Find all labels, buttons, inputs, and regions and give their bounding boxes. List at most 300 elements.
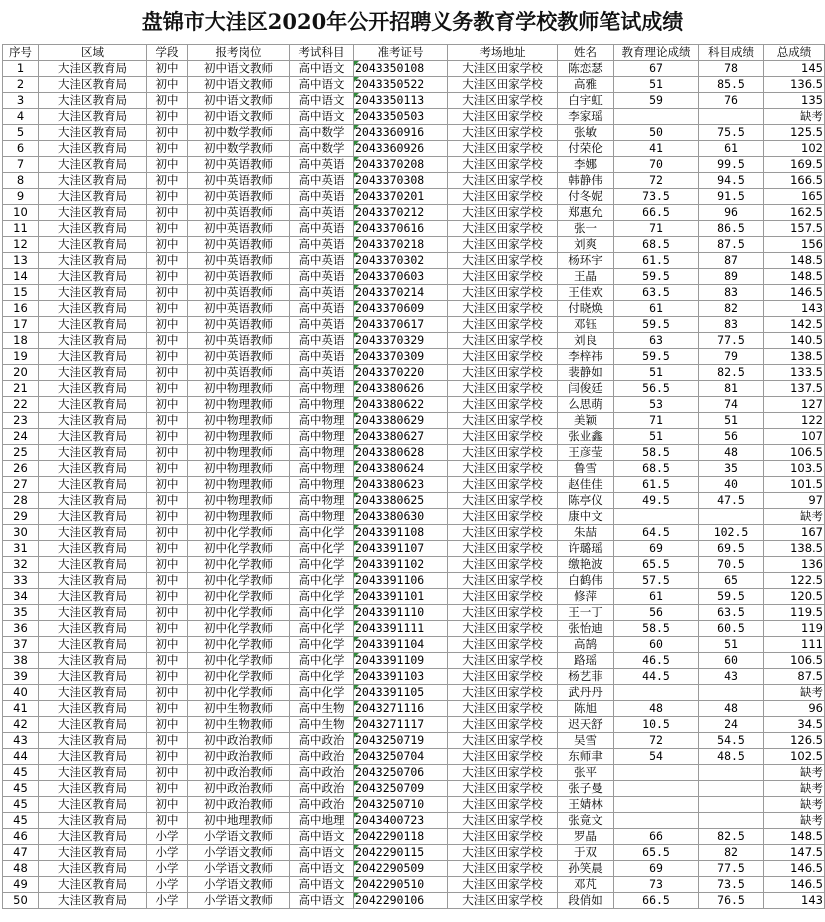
cell-stage: 初中 — [147, 605, 188, 621]
cell-subject-score: 87.5 — [699, 237, 764, 253]
cell-exam-site: 大洼区田家学校 — [448, 397, 558, 413]
cell-theory-score: 58.5 — [614, 445, 699, 461]
header-index: 序号 — [3, 45, 39, 61]
cell-position: 初中语文教师 — [188, 109, 290, 125]
cell-subject-score: 47.5 — [699, 493, 764, 509]
cell-region: 大洼区教育局 — [39, 109, 147, 125]
cell-position: 初中英语教师 — [188, 157, 290, 173]
cell-stage: 初中 — [147, 173, 188, 189]
cell-exam-number: 2042290106 — [354, 893, 448, 909]
cell-index: 31 — [3, 541, 39, 557]
cell-exam-number: 2042290115 — [354, 845, 448, 861]
cell-total-score: 143 — [764, 893, 825, 909]
cell-exam-site: 大洼区田家学校 — [448, 173, 558, 189]
cell-region: 大洼区教育局 — [39, 557, 147, 573]
cell-name: 张敏 — [558, 125, 614, 141]
cell-subject-score — [699, 813, 764, 829]
cell-position: 初中数学教师 — [188, 125, 290, 141]
cell-region: 大洼区教育局 — [39, 141, 147, 157]
header-exam-number: 准考证号 — [354, 45, 448, 61]
cell-exam-number: 2043271116 — [354, 701, 448, 717]
cell-position: 初中化学教师 — [188, 637, 290, 653]
cell-region: 大洼区教育局 — [39, 829, 147, 845]
cell-region: 大洼区教育局 — [39, 861, 147, 877]
cell-subject: 高中地理 — [290, 813, 354, 829]
cell-exam-number: 2043391110 — [354, 605, 448, 621]
cell-exam-number: 2043380623 — [354, 477, 448, 493]
cell-exam-site: 大洼区田家学校 — [448, 493, 558, 509]
cell-stage: 初中 — [147, 301, 188, 317]
cell-stage: 初中 — [147, 93, 188, 109]
cell-exam-number: 2043391111 — [354, 621, 448, 637]
cell-name: 付荣伦 — [558, 141, 614, 157]
cell-position: 初中政治教师 — [188, 781, 290, 797]
cell-exam-number: 2043370603 — [354, 269, 448, 285]
cell-name: 赵佳佳 — [558, 477, 614, 493]
cell-theory-score: 49.5 — [614, 493, 699, 509]
cell-region: 大洼区教育局 — [39, 893, 147, 909]
cell-subject-score: 70.5 — [699, 557, 764, 573]
cell-theory-score: 72 — [614, 173, 699, 189]
table-row — [3, 365, 825, 381]
cell-subject-score: 79 — [699, 349, 764, 365]
cell-name: 迟天舒 — [558, 717, 614, 733]
cell-name: 段俏如 — [558, 893, 614, 909]
cell-total-score: 136 — [764, 557, 825, 573]
cell-subject: 高中化学 — [290, 669, 354, 685]
cell-region: 大洼区教育局 — [39, 541, 147, 557]
cell-name: 于双 — [558, 845, 614, 861]
table-row — [3, 253, 825, 269]
cell-exam-number: 2043370212 — [354, 205, 448, 221]
cell-index: 32 — [3, 557, 39, 573]
cell-exam-number: 2043380629 — [354, 413, 448, 429]
cell-index: 40 — [3, 685, 39, 701]
cell-position: 初中英语教师 — [188, 189, 290, 205]
cell-subject: 高中政治 — [290, 781, 354, 797]
cell-stage: 初中 — [147, 109, 188, 125]
cell-exam-number: 2043391108 — [354, 525, 448, 541]
cell-theory-score — [614, 765, 699, 781]
cell-name: 王佳欢 — [558, 285, 614, 301]
cell-exam-site: 大洼区田家学校 — [448, 893, 558, 909]
cell-subject: 高中英语 — [290, 333, 354, 349]
cell-name: 付冬妮 — [558, 189, 614, 205]
cell-exam-number: 2043370208 — [354, 157, 448, 173]
table-row — [3, 477, 825, 493]
cell-region: 大洼区教育局 — [39, 461, 147, 477]
cell-theory-score: 53 — [614, 397, 699, 413]
cell-index: 11 — [3, 221, 39, 237]
cell-total-score: 136.5 — [764, 77, 825, 93]
cell-exam-number: 2043370617 — [354, 317, 448, 333]
cell-subject: 高中生物 — [290, 701, 354, 717]
cell-exam-number: 2043370616 — [354, 221, 448, 237]
cell-subject: 高中政治 — [290, 733, 354, 749]
cell-name: 美颖 — [558, 413, 614, 429]
cell-index: 1 — [3, 61, 39, 77]
cell-index: 44 — [3, 749, 39, 765]
cell-name: 李娜 — [558, 157, 614, 173]
cell-subject-score: 63.5 — [699, 605, 764, 621]
cell-name: 白鹤伟 — [558, 573, 614, 589]
cell-index: 5 — [3, 125, 39, 141]
cell-stage: 初中 — [147, 189, 188, 205]
cell-index: 26 — [3, 461, 39, 477]
cell-subject-score — [699, 765, 764, 781]
cell-total-score: 148.5 — [764, 829, 825, 845]
cell-total-score: 缺考 — [764, 797, 825, 813]
table-row — [3, 413, 825, 429]
table-row — [3, 845, 825, 861]
cell-index: 16 — [3, 301, 39, 317]
cell-exam-number: 2043250709 — [354, 781, 448, 797]
cell-region: 大洼区教育局 — [39, 189, 147, 205]
cell-exam-number: 2043391107 — [354, 541, 448, 557]
cell-stage: 初中 — [147, 669, 188, 685]
cell-subject-score: 56 — [699, 429, 764, 445]
table-row — [3, 429, 825, 445]
cell-position: 初中化学教师 — [188, 541, 290, 557]
table-row — [3, 749, 825, 765]
cell-total-score: 101.5 — [764, 477, 825, 493]
table-row — [3, 285, 825, 301]
cell-theory-score: 71 — [614, 413, 699, 429]
cell-exam-site: 大洼区田家学校 — [448, 413, 558, 429]
cell-total-score: 148.5 — [764, 253, 825, 269]
cell-index: 50 — [3, 893, 39, 909]
cell-position: 初中语文教师 — [188, 93, 290, 109]
cell-subject: 高中化学 — [290, 541, 354, 557]
cell-subject-score: 94.5 — [699, 173, 764, 189]
cell-theory-score: 61.5 — [614, 253, 699, 269]
cell-subject-score: 89 — [699, 269, 764, 285]
cell-subject-score: 77.5 — [699, 861, 764, 877]
cell-theory-score: 65.5 — [614, 557, 699, 573]
cell-subject: 高中化学 — [290, 525, 354, 541]
cell-index: 2 — [3, 77, 39, 93]
cell-subject-score: 73.5 — [699, 877, 764, 893]
cell-region: 大洼区教育局 — [39, 685, 147, 701]
cell-exam-number: 2042290118 — [354, 829, 448, 845]
cell-subject-score: 83 — [699, 317, 764, 333]
cell-exam-site: 大洼区田家学校 — [448, 429, 558, 445]
cell-total-score: 147.5 — [764, 845, 825, 861]
cell-exam-number: 2043360916 — [354, 125, 448, 141]
cell-name: 武丹丹 — [558, 685, 614, 701]
cell-exam-site: 大洼区田家学校 — [448, 765, 558, 781]
cell-name: 王彦莹 — [558, 445, 614, 461]
cell-stage: 初中 — [147, 509, 188, 525]
cell-exam-site: 大洼区田家学校 — [448, 653, 558, 669]
cell-subject-score: 83 — [699, 285, 764, 301]
cell-exam-number: 2043350503 — [354, 109, 448, 125]
cell-exam-site: 大洼区田家学校 — [448, 589, 558, 605]
header-exam-site: 考场地址 — [448, 45, 558, 61]
cell-name: 付晓焕 — [558, 301, 614, 317]
cell-position: 初中物理教师 — [188, 429, 290, 445]
cell-exam-site: 大洼区田家学校 — [448, 813, 558, 829]
cell-exam-number: 2043350113 — [354, 93, 448, 109]
cell-stage: 初中 — [147, 141, 188, 157]
cell-total-score: 缺考 — [764, 685, 825, 701]
table-row — [3, 765, 825, 781]
cell-theory-score: 10.5 — [614, 717, 699, 733]
cell-exam-site: 大洼区田家学校 — [448, 349, 558, 365]
cell-index: 6 — [3, 141, 39, 157]
cell-position: 初中化学教师 — [188, 605, 290, 621]
cell-exam-number: 2043370329 — [354, 333, 448, 349]
table-row — [3, 237, 825, 253]
cell-name: 刘良 — [558, 333, 614, 349]
cell-subject: 高中英语 — [290, 221, 354, 237]
cell-subject-score: 48 — [699, 445, 764, 461]
table-row — [3, 461, 825, 477]
cell-theory-score: 61 — [614, 301, 699, 317]
cell-theory-score: 73.5 — [614, 189, 699, 205]
cell-region: 大洼区教育局 — [39, 77, 147, 93]
cell-exam-site: 大洼区田家学校 — [448, 157, 558, 173]
cell-theory-score — [614, 797, 699, 813]
cell-name: 缴艳波 — [558, 557, 614, 573]
cell-index: 15 — [3, 285, 39, 301]
cell-subject: 高中物理 — [290, 509, 354, 525]
cell-index: 48 — [3, 861, 39, 877]
cell-subject: 高中物理 — [290, 429, 354, 445]
cell-exam-site: 大洼区田家学校 — [448, 77, 558, 93]
cell-name: 鲁雪 — [558, 461, 614, 477]
table-row — [3, 541, 825, 557]
cell-subject-score — [699, 797, 764, 813]
cell-region: 大洼区教育局 — [39, 653, 147, 669]
cell-exam-site: 大洼区田家学校 — [448, 733, 558, 749]
cell-name: 张怡迪 — [558, 621, 614, 637]
cell-stage: 初中 — [147, 653, 188, 669]
cell-index: 45 — [3, 781, 39, 797]
cell-position: 初中化学教师 — [188, 685, 290, 701]
cell-subject: 高中政治 — [290, 797, 354, 813]
cell-exam-site: 大洼区田家学校 — [448, 445, 558, 461]
cell-region: 大洼区教育局 — [39, 621, 147, 637]
cell-name: 罗晶 — [558, 829, 614, 845]
cell-total-score: 127 — [764, 397, 825, 413]
cell-name: 李家瑶 — [558, 109, 614, 125]
cell-total-score: 102 — [764, 141, 825, 157]
cell-position: 初中英语教师 — [188, 253, 290, 269]
cell-theory-score: 51 — [614, 365, 699, 381]
cell-index: 3 — [3, 93, 39, 109]
cell-exam-number: 2043391101 — [354, 589, 448, 605]
table-row — [3, 301, 825, 317]
table-row — [3, 797, 825, 813]
cell-name: 王晶 — [558, 269, 614, 285]
cell-subject: 高中物理 — [290, 477, 354, 493]
cell-subject: 高中英语 — [290, 317, 354, 333]
cell-position: 初中英语教师 — [188, 301, 290, 317]
cell-stage: 初中 — [147, 397, 188, 413]
cell-index: 12 — [3, 237, 39, 253]
cell-position: 初中化学教师 — [188, 669, 290, 685]
cell-exam-site: 大洼区田家学校 — [448, 253, 558, 269]
cell-position: 小学语文教师 — [188, 893, 290, 909]
cell-stage: 初中 — [147, 573, 188, 589]
cell-name: 刘爽 — [558, 237, 614, 253]
table-row — [3, 333, 825, 349]
cell-subject: 高中化学 — [290, 653, 354, 669]
cell-theory-score: 70 — [614, 157, 699, 173]
cell-exam-site: 大洼区田家学校 — [448, 61, 558, 77]
cell-index: 21 — [3, 381, 39, 397]
cell-exam-site: 大洼区田家学校 — [448, 541, 558, 557]
cell-exam-site: 大洼区田家学校 — [448, 621, 558, 637]
cell-exam-site: 大洼区田家学校 — [448, 381, 558, 397]
cell-index: 45 — [3, 765, 39, 781]
cell-theory-score: 71 — [614, 221, 699, 237]
cell-name: 杨环宇 — [558, 253, 614, 269]
cell-region: 大洼区教育局 — [39, 877, 147, 893]
cell-subject: 高中物理 — [290, 461, 354, 477]
cell-index: 23 — [3, 413, 39, 429]
cell-subject-score: 77.5 — [699, 333, 764, 349]
table-row — [3, 125, 825, 141]
cell-region: 大洼区教育局 — [39, 333, 147, 349]
table-row — [3, 637, 825, 653]
table-row — [3, 349, 825, 365]
cell-exam-site: 大洼区田家学校 — [448, 93, 558, 109]
cell-total-score: 146.5 — [764, 861, 825, 877]
cell-name: 康中文 — [558, 509, 614, 525]
cell-exam-number: 2043370214 — [354, 285, 448, 301]
cell-stage: 初中 — [147, 477, 188, 493]
cell-total-score: 167 — [764, 525, 825, 541]
cell-subject: 高中英语 — [290, 157, 354, 173]
cell-position: 初中英语教师 — [188, 285, 290, 301]
cell-theory-score: 56 — [614, 605, 699, 621]
cell-index: 4 — [3, 109, 39, 125]
table-row — [3, 573, 825, 589]
cell-position: 初中物理教师 — [188, 413, 290, 429]
cell-exam-number: 2043370218 — [354, 237, 448, 253]
cell-subject-score — [699, 781, 764, 797]
cell-position: 初中英语教师 — [188, 221, 290, 237]
cell-region: 大洼区教育局 — [39, 749, 147, 765]
cell-position: 小学语文教师 — [188, 877, 290, 893]
table-row — [3, 589, 825, 605]
table-row — [3, 605, 825, 621]
cell-region: 大洼区教育局 — [39, 61, 147, 77]
cell-stage: 小学 — [147, 893, 188, 909]
cell-stage: 初中 — [147, 781, 188, 797]
cell-exam-number: 2043370302 — [354, 253, 448, 269]
cell-position: 初中英语教师 — [188, 365, 290, 381]
cell-exam-site: 大洼区田家学校 — [448, 573, 558, 589]
cell-theory-score: 65.5 — [614, 845, 699, 861]
cell-total-score: 122.5 — [764, 573, 825, 589]
cell-name: 张平 — [558, 765, 614, 781]
cell-name: 张子曼 — [558, 781, 614, 797]
cell-total-score: 87.5 — [764, 669, 825, 685]
table-row — [3, 189, 825, 205]
cell-theory-score: 48 — [614, 701, 699, 717]
cell-name: 修萍 — [558, 589, 614, 605]
cell-subject-score: 40 — [699, 477, 764, 493]
table-row — [3, 205, 825, 221]
cell-position: 初中生物教师 — [188, 717, 290, 733]
table-row — [3, 781, 825, 797]
cell-exam-site: 大洼区田家学校 — [448, 269, 558, 285]
cell-stage: 初中 — [147, 61, 188, 77]
page-title: 盘锦市大洼区2020年公开招聘义务教育学校教师笔试成绩 — [141, 9, 684, 34]
table-row — [3, 685, 825, 701]
cell-name: 张竟文 — [558, 813, 614, 829]
table-row — [3, 173, 825, 189]
table-row — [3, 653, 825, 669]
cell-subject: 高中英语 — [290, 253, 354, 269]
cell-exam-number: 2043271117 — [354, 717, 448, 733]
cell-stage: 初中 — [147, 381, 188, 397]
cell-index: 18 — [3, 333, 39, 349]
cell-position: 初中化学教师 — [188, 621, 290, 637]
cell-index: 22 — [3, 397, 39, 413]
cell-exam-number: 2043380624 — [354, 461, 448, 477]
cell-total-score: 146.5 — [764, 285, 825, 301]
cell-index: 43 — [3, 733, 39, 749]
cell-region: 大洼区教育局 — [39, 605, 147, 621]
cell-name: 路瑶 — [558, 653, 614, 669]
cell-index: 14 — [3, 269, 39, 285]
cell-stage: 初中 — [147, 429, 188, 445]
cell-theory-score: 60 — [614, 637, 699, 653]
cell-region: 大洼区教育局 — [39, 781, 147, 797]
cell-exam-site: 大洼区田家学校 — [448, 141, 558, 157]
cell-name: 王婧林 — [558, 797, 614, 813]
cell-theory-score: 54 — [614, 749, 699, 765]
cell-region: 大洼区教育局 — [39, 365, 147, 381]
cell-stage: 小学 — [147, 877, 188, 893]
cell-exam-site: 大洼区田家学校 — [448, 221, 558, 237]
cell-region: 大洼区教育局 — [39, 253, 147, 269]
cell-subject: 高中语文 — [290, 893, 354, 909]
cell-subject: 高中语文 — [290, 109, 354, 125]
cell-theory-score: 66.5 — [614, 893, 699, 909]
cell-subject: 高中物理 — [290, 493, 354, 509]
cell-exam-site: 大洼区田家学校 — [448, 205, 558, 221]
cell-theory-score: 59.5 — [614, 317, 699, 333]
cell-stage: 初中 — [147, 701, 188, 717]
cell-theory-score: 58.5 — [614, 621, 699, 637]
cell-region: 大洼区教育局 — [39, 525, 147, 541]
cell-index: 25 — [3, 445, 39, 461]
cell-region: 大洼区教育局 — [39, 125, 147, 141]
cell-region: 大洼区教育局 — [39, 717, 147, 733]
cell-stage: 小学 — [147, 845, 188, 861]
cell-subject-score — [699, 685, 764, 701]
cell-subject: 高中语文 — [290, 877, 354, 893]
score-table — [2, 44, 825, 909]
cell-region: 大洼区教育局 — [39, 797, 147, 813]
cell-position: 初中英语教师 — [188, 349, 290, 365]
cell-stage: 初中 — [147, 637, 188, 653]
cell-subject-score: 102.5 — [699, 525, 764, 541]
cell-name: 邓钰 — [558, 317, 614, 333]
cell-stage: 初中 — [147, 365, 188, 381]
cell-region: 大洼区教育局 — [39, 301, 147, 317]
table-row — [3, 717, 825, 733]
cell-index: 35 — [3, 605, 39, 621]
cell-theory-score: 46.5 — [614, 653, 699, 669]
cell-position: 初中生物教师 — [188, 701, 290, 717]
cell-subject-score: 76 — [699, 93, 764, 109]
